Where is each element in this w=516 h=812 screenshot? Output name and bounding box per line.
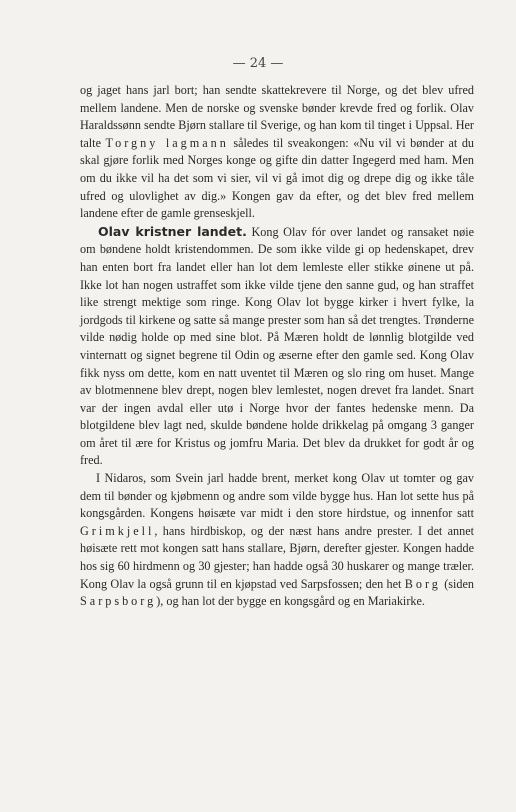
paragraph-1-text-b: således til sveakongen: «Nu vil vi bønder at du skal gjøre forlik med Norges konge og gifte din datter Ingegerd med ham. Men om du ikke vil ha det som vi sier, vil vi gå imot dig og drepe dig og ikke tåle ufred og ulovlighet av dig.» Kongen gav da efter, og det blev fred mellem landene efter de gamle grenseskjell. <box>80 135 475 221</box>
name-grimkjell: Grimkjell <box>80 523 155 538</box>
paragraph-1 <box>80 82 474 223</box>
name-torgny: Torgny lagmann <box>105 135 229 150</box>
paragraph-3 <box>80 470 474 611</box>
name-sarpsborg: Sarpsborg <box>80 594 157 609</box>
paragraph-3-text-a: I Nidaros, som Svein jarl hadde brent, merket kong Olav ut tomter og gav dem til bønder og kjøbmenn og andre som vilde bygge hus. Han lot sette hus på kongsgården. Kongens høisæte var midt i den store hirdstue, og innenfor satt <box>80 471 474 521</box>
page-number: — 24 — <box>232 56 284 71</box>
name-borg: Borg <box>404 576 441 591</box>
paragraph-1-text-a: og jaget hans jarl bort; han sendte skattekrevere til Norge, og det blev ufred mellem landene. Men de norske og svenske bønder krevde fred og forlik. Olav Haraldssønn sendte Bjørn stallare til Sverige, og han kom til tinget i Uppsal. Her talte <box>80 83 474 150</box>
section-heading: Olav kristner landet. <box>98 223 247 239</box>
paragraph-3-text-c: (siden <box>440 576 474 591</box>
paragraph-2-text: Kong Olav fór over landet og ransaket nøie om bøndene holdt kristendommen. De som ikke vilde gi op hedenskapet, drev han enten bort fra landet eller han lot dem lemleste eller stikke øinene ut på. Ikke lot han nogen ustraffet som ikke vilde tjene den sanne gud, og han straffet like strengt mektige som ringe. Kong Olav lot bygge kirker i hvert fylke, la jordgods til kirkene og satte så mange prester som han så det trengtes. Trønderne vilde nødig holde op med sine blot. På Mæren holdt de lønnlig blotgilde ved vinternatt og signet begrene til Odin og æserne efter den gamle sed. Kong Olav fikk nyss om dette, kom en natt uventet til Mæren og slo ring om huset. Mange av blotmennene blev drept, nogen blev lemlestet, nogen drevet fra landet. Snart var der ingen avdal eller utø i Norge hvor der fantes hedenske menn. Da blotgildene blev lagt ned, skulde bøndene holde drikkelag på omgang 3 ganger om året til ære for Kristus og jomfru Maria. Det blev da drukket for godt år og fred. <box>80 224 474 468</box>
paragraph-3-text-d: ), og han lot der bygge en kongsgård og en Mariakirke. <box>156 594 425 609</box>
paragraph-2 <box>80 223 474 470</box>
paragraph-3-text-b: , hans hirdbiskop, og der næst hans andre prester. I det annet høisæte rett mot kongen satt hans stallare, Bjørn, derefter gjester. Kongen hadde hos sig 60 hirdmenn og 30 gjester; han hadde også 30 huskarer og mange træler. Kong Olav la også grunn til en kjøpstad ved Sarpsfossen; den het <box>80 523 474 591</box>
body-text <box>80 82 474 611</box>
